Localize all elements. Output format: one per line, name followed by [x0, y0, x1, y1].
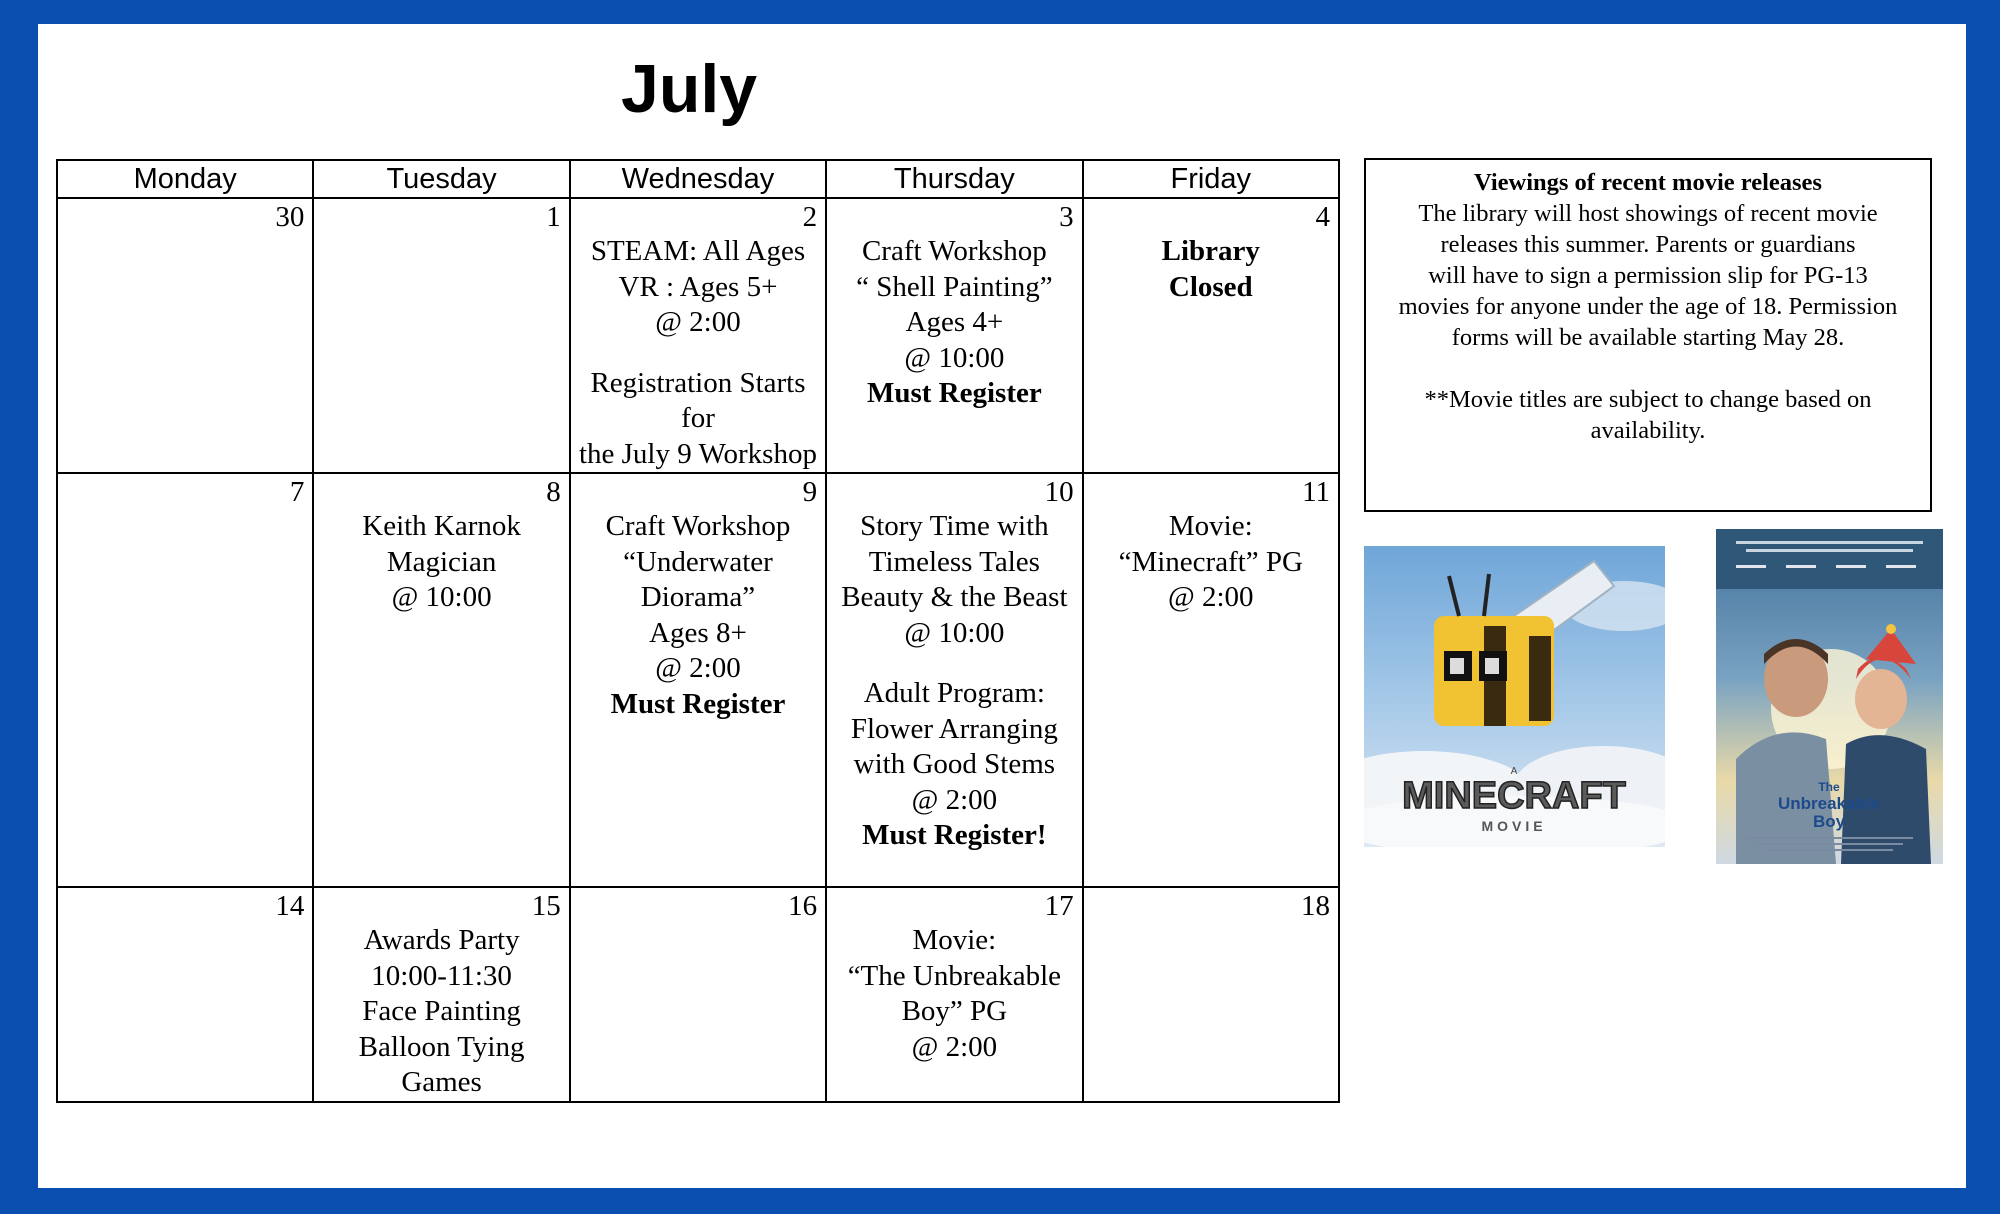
day-cell	[826, 473, 1082, 887]
weekday-header-row	[57, 160, 1339, 198]
info-body	[1372, 198, 1924, 353]
event-line: Adult Program:	[863, 677, 1045, 709]
event-line: Craft Workshop	[605, 510, 791, 542]
event-line: Boy” PG	[901, 995, 1008, 1027]
info-body-line: forms will be available starting May 28.	[1451, 324, 1845, 351]
event-line: Face Painting	[362, 995, 521, 1027]
event-line: Beauty & the Beast	[841, 581, 1068, 613]
event-line: Craft Workshop	[861, 235, 1047, 267]
day-number: 7	[289, 476, 305, 508]
event-line: the July 9 Workshop	[578, 437, 817, 470]
day-cell	[570, 198, 826, 473]
info-heading: Viewings of recent movie releases	[1474, 169, 1822, 196]
event-line: Story Time with	[860, 510, 1049, 542]
day-cell	[313, 473, 569, 887]
minecraft-logo-text: MINECRAFT	[1402, 775, 1626, 817]
weekday-header: Tuesday	[313, 160, 569, 198]
minecraft-movie-poster	[1364, 546, 1665, 847]
event-line: Movie:	[912, 924, 997, 956]
event-line: Ages 8+	[649, 616, 747, 649]
day-cell	[1083, 473, 1339, 887]
unbreakable-title-line2: Unbreakable	[1777, 794, 1881, 813]
day-cell	[57, 473, 313, 887]
event-line: Awards Party	[363, 924, 520, 956]
info-note-line: availability.	[1590, 417, 1706, 444]
day-number: 11	[1302, 476, 1330, 508]
week-row	[57, 887, 1339, 1102]
day-number: 8	[546, 476, 561, 508]
day-number: 14	[275, 890, 305, 922]
unbreakable-title-line3: Boy	[1812, 812, 1846, 831]
weekday-header: Friday	[1083, 160, 1339, 198]
day-number: 18	[1301, 890, 1330, 922]
info-note	[1372, 384, 1924, 446]
info-note-line: **Movie titles are subject to change based on	[1424, 386, 1872, 413]
event-line: Must Register!	[862, 819, 1047, 851]
event-line: with Good Stems	[853, 748, 1056, 780]
movie-info-box	[1364, 158, 1932, 512]
week-row	[57, 198, 1339, 473]
day-cell	[313, 198, 569, 473]
event-line: 10:00-11:30	[371, 959, 512, 992]
day-cell	[57, 198, 313, 473]
day-number: 30	[275, 201, 305, 233]
event-spacer	[577, 341, 819, 366]
event-line: Games	[401, 1066, 482, 1098]
event-line: Must Register	[610, 687, 786, 720]
event-line: @ 10:00	[391, 581, 492, 613]
poster-small-text: A	[1510, 766, 1518, 777]
day-cell	[1083, 887, 1339, 1102]
day-cell	[826, 887, 1082, 1102]
minecraft-sub-text: MOVIE	[1481, 818, 1547, 834]
day-cell	[57, 887, 313, 1102]
day-cell	[313, 887, 569, 1102]
calendar-table	[56, 159, 1340, 1103]
day-number: 9	[802, 476, 818, 508]
day-number: 1	[546, 201, 561, 233]
day-number: 15	[531, 890, 561, 922]
unbreakable-title-line1: The	[1818, 780, 1840, 794]
day-number: 2	[802, 201, 818, 233]
info-body-line: will have to sign a permission slip for PG-13	[1428, 262, 1868, 289]
event-line: Closed	[1168, 270, 1253, 303]
week-row	[57, 473, 1339, 887]
event-line: Library	[1161, 235, 1260, 267]
event-line: VR : Ages 5+	[618, 270, 778, 303]
event-line: STEAM: All Ages	[590, 235, 806, 267]
event-line: Ages 4+	[905, 306, 1004, 338]
event-line: “Minecraft” PG	[1118, 545, 1303, 578]
event-line: Timeless Tales	[868, 545, 1040, 578]
event-line: @ 10:00	[904, 341, 1005, 374]
day-cell	[570, 887, 826, 1102]
event-line: Must Register	[866, 377, 1042, 409]
event-line: Flower Arranging	[850, 712, 1058, 745]
info-body-line: releases this summer. Parents or guardians	[1440, 231, 1856, 258]
event-line: @ 2:00	[1168, 581, 1254, 613]
day-cell	[1083, 198, 1339, 473]
event-line: @ 2:00	[911, 1030, 998, 1063]
event-line: “Underwater Diorama”	[623, 545, 773, 613]
event-line: Movie:	[1168, 510, 1253, 542]
weekday-header: Wednesday	[570, 160, 826, 198]
day-number: 16	[788, 890, 818, 922]
day-number: 4	[1315, 201, 1330, 233]
unbreakable-poster-art	[1716, 529, 1943, 864]
day-number: 17	[1044, 890, 1074, 922]
event-line: Keith Karnok	[362, 510, 521, 542]
day-cell	[570, 473, 826, 887]
event-line: “ Shell Painting”	[856, 270, 1053, 303]
unbreakable-boy-poster	[1716, 529, 1943, 864]
month-title: July	[621, 51, 758, 127]
event-line: @ 10:00	[904, 616, 1005, 649]
event-line: “The Unbreakable	[847, 959, 1062, 992]
event-line: @ 2:00	[655, 652, 741, 684]
event-line: Balloon Tying	[358, 1030, 525, 1063]
weekday-header: Monday	[57, 160, 313, 198]
event-line: Registration Starts for	[590, 366, 806, 434]
day-cell	[826, 198, 1082, 473]
event-line: Magician	[386, 545, 497, 578]
minecraft-poster-art	[1364, 546, 1665, 847]
event-line: @ 2:00	[911, 783, 998, 816]
info-body-line: The library will host showings of recent movie	[1418, 200, 1878, 227]
event-spacer	[833, 651, 1075, 676]
weekday-header: Thursday	[826, 160, 1082, 198]
day-number: 10	[1044, 476, 1074, 508]
info-body-line: movies for anyone under the age of 18. Permission	[1398, 293, 1898, 320]
day-number: 3	[1059, 201, 1074, 233]
event-line: @ 2:00	[655, 306, 741, 338]
